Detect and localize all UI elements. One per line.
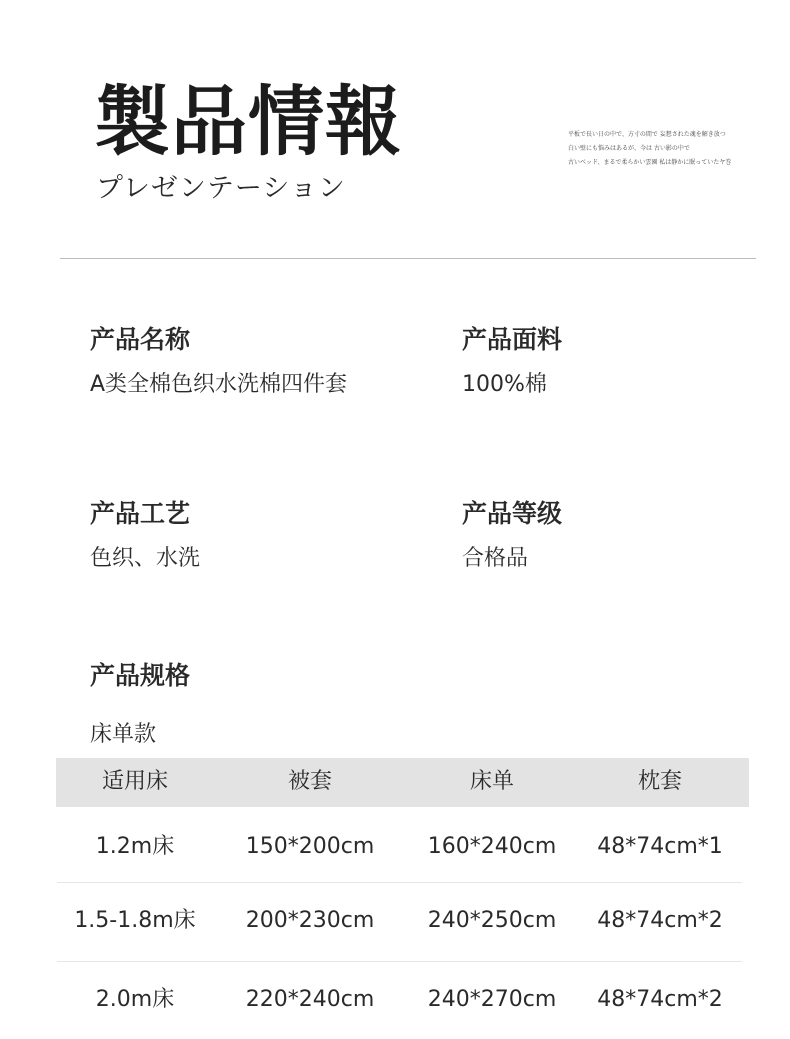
table-header-cell: 床单: [469, 769, 514, 794]
table-cell: 1.2m床: [95, 834, 175, 859]
page-title: 製品情報: [94, 77, 402, 166]
table-cell: 48*74cm*2: [597, 908, 723, 933]
product-material-label: 产品面料: [462, 325, 563, 354]
table-cell: 1.5-1.8m床: [74, 908, 196, 933]
product-name-value: A类全棉色织水洗棉四件套: [90, 372, 348, 397]
poem-text: [568, 128, 758, 170]
table-header-cell: 枕套: [637, 769, 682, 794]
table-row-divider: [57, 961, 742, 962]
product-material-value: 100%棉: [462, 372, 547, 397]
table-cell: 160*240cm: [427, 834, 557, 859]
table-cell: 150*200cm: [245, 834, 375, 859]
poem-line: 白い壁にも悩みはあるが、今は 古い影の中で: [568, 145, 690, 152]
table-cell: 48*74cm*1: [597, 834, 723, 859]
table-cell: 220*240cm: [245, 987, 375, 1012]
table-cell: 240*250cm: [427, 908, 557, 933]
table-row-divider: [57, 882, 742, 883]
spec-type-label: 床单款: [90, 722, 157, 747]
table-cell: 48*74cm*2: [597, 987, 723, 1012]
poem-line: 古いベッド、まるで柔らかい雲園 私は静かに眠っていたヤ巻: [568, 159, 732, 166]
product-process-label: 产品工艺: [90, 499, 191, 528]
poem-line: 平板で長い日の中で、方寸の間で 妄想された魂を解き放つ: [568, 131, 726, 138]
table-cell: 240*270cm: [427, 987, 557, 1012]
table-header-cell: 适用床: [101, 769, 168, 794]
product-name-label: 产品名称: [90, 325, 191, 354]
table-cell: 2.0m床: [95, 987, 175, 1012]
product-process-value: 色织、水洗: [90, 546, 201, 571]
product-grade-value: 合格品: [462, 546, 529, 571]
table-cell: 200*230cm: [245, 908, 375, 933]
product-spec-label: 产品规格: [90, 661, 191, 690]
header-divider: [60, 258, 756, 259]
product-grade-label: 产品等级: [462, 499, 563, 528]
page-subtitle: プレゼンテーション: [96, 173, 346, 204]
table-header-cell: 被套: [287, 769, 332, 794]
